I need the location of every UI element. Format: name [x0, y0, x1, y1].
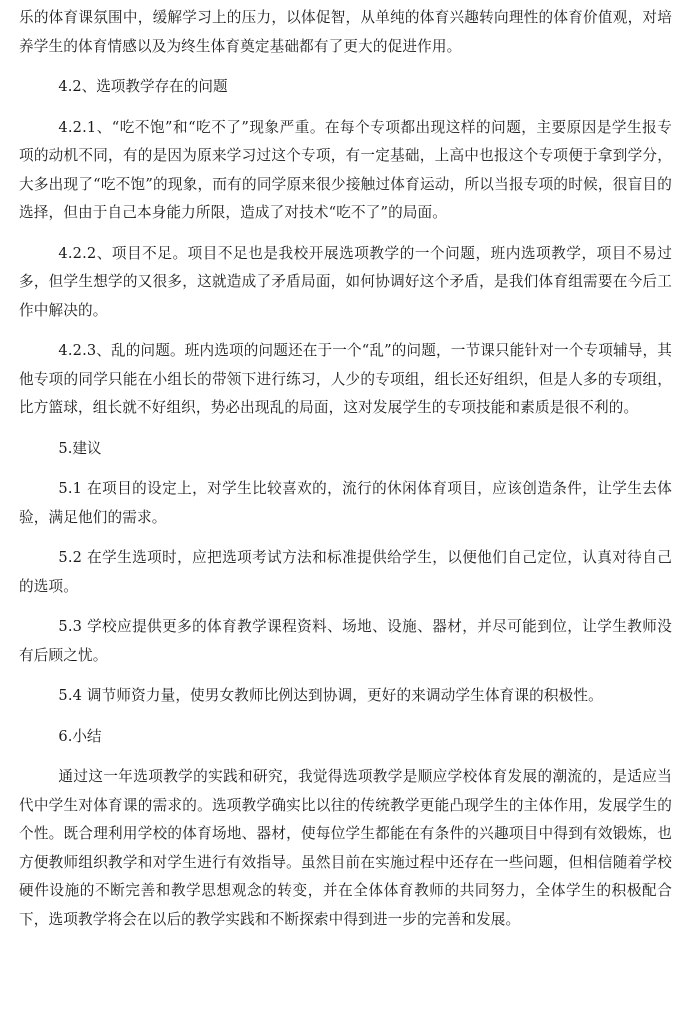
section-4-2-2-paragraph: 4.2.2、项目不足。项目不足也是我校开展选项教学的一个问题，班内选项教学，项目不易过多，但学生想学的又很多，这就造成了矛盾局面，如何协调好这个矛盾，是我们体育组需要在今后工作中解决的。	[19, 244, 672, 319]
section-5-1-paragraph: 5.1 在项目的设定上，对学生比较喜欢的，流行的休闲体育项目，应该创造条件，让学生去体验，满足他们的需求。	[19, 480, 672, 526]
section-4-2-3-paragraph: 4.2.3、乱的问题。班内选项的问题还在于一个“乱”的问题，一节课只能针对一个专项辅导，其他专项的同学只能在小组长的带领下进行练习，人少的专项组，组长还好组织，但是人多的专项组，比方篮球，组长就不好组织，势必出现乱的局面，这对发展学生的专项技能和素质是很不利的。	[19, 342, 672, 416]
section-4-2-1-paragraph: 4.2.1、“吃不饱”和“吃不了”现象严重。在每个专项都出现这样的问题，主要原因是学生报专项的动机不同，有的是因为原来学习过这个专项，有一定基础，上高中也报这个专项便于拿到学分，大多出现了“吃不饱”的现象，而有的同学原来很少接触过体育运动，所以当报专项的时候，很盲目的选择，但由于自己本身能力所限，造成了对技术“吃不了”的局面。	[19, 118, 672, 221]
section-5-heading: 5.建议	[58, 439, 102, 457]
section-4-2-heading: 4.2、选项教学存在的问题	[58, 78, 228, 95]
section-5-4-paragraph: 5.4 调节师资力量，使男女教师比例达到协调，更好的来调动学生体育课的积极性。	[58, 687, 603, 704]
section-5-3-paragraph: 5.3 学校应提供更多的体育教学课程资料、场地、设施、器材，并尽可能到位，让学生教师没有后顾之忧。	[19, 618, 672, 664]
section-5-2-paragraph: 5.2 在学生选项时，应把选项考试方法和标准提供给学生，以便他们自己定位，认真对待自己的选项。	[19, 549, 672, 595]
intro-paragraph-tail: 乐的体育课氛围中，缓解学习上的压力，以体促智，从单纯的体育兴趣转向理性的体育价值观，对培养学生的体育情感以及为终生体育奠定基础都有了更大的促进作用。	[19, 9, 672, 55]
section-6-heading: 6.小结	[58, 727, 102, 745]
section-6-body-paragraph: 通过这一年选项教学的实践和研究，我觉得选项教学是顺应学校体育发展的潮流的，是适应当代中学生对体育课的需求的。选项教学确实比以往的传统教学更能凸现学生的主体作用，发展学生的个性。既合理利用学校的体育场地、器材，使每位学生都能在有条件的兴趣项目中得到有效锻炼，也方便教师组织教学和对学生进行有效指导。虽然目前在实施过程中还存在一些问题，但相信随着学校硬件设施的不断完善和教学思想观念的转变，并在全体体育教师的共同努力，全体学生的积极配合下，选项教学将会在以后的教学实践和不断探索中得到进一步的完善和发展。	[19, 768, 672, 928]
